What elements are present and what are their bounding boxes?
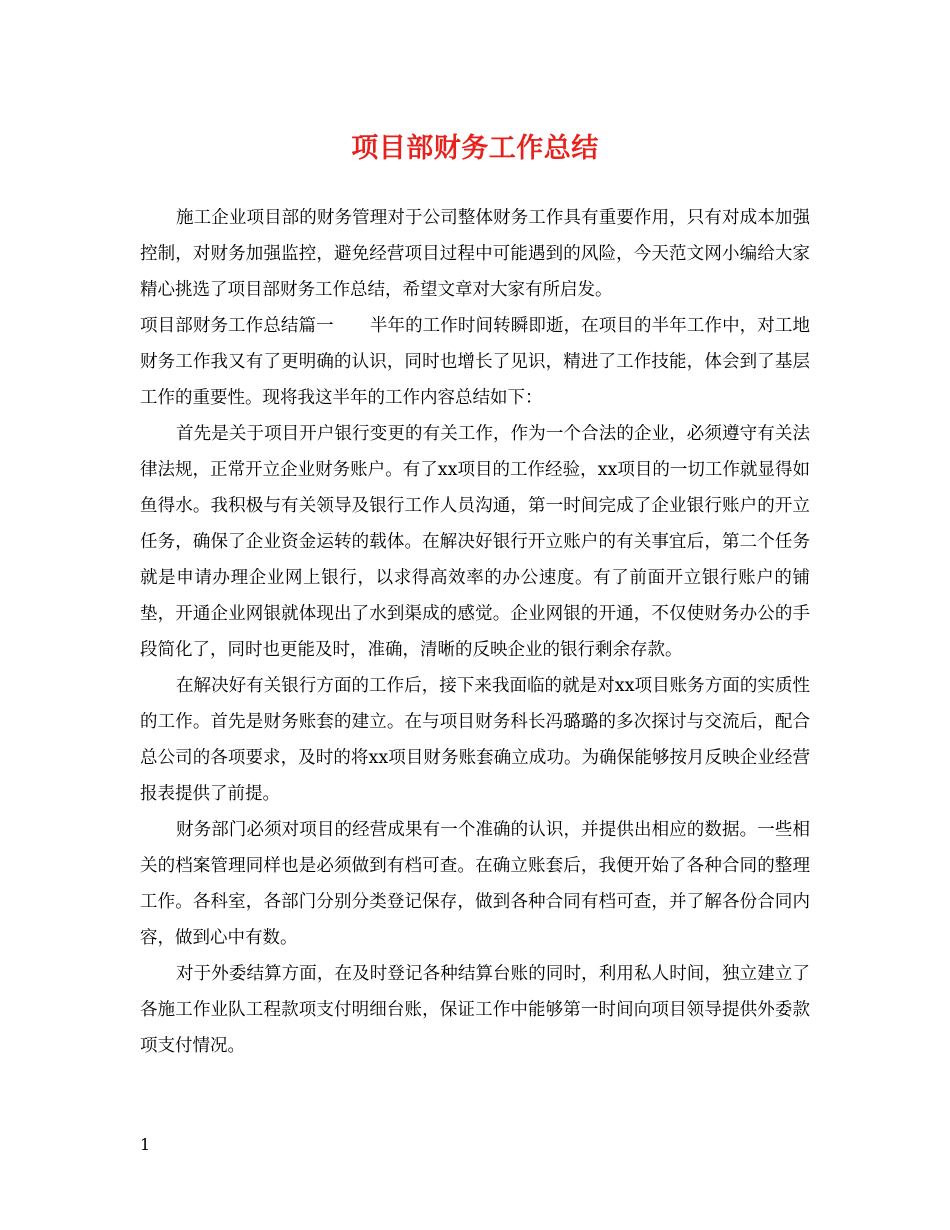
body-paragraph-1: 首先是关于项目开户银行变更的有关工作，作为一个合法的企业，必须遵守有关法律法规，正常开立企业财务账户。有了xx项目的工作经验，xx项目的一切工作就显得如鱼得水。我积极与有关领导及银行工作人员沟通，第一时间完成了企业银行账户的开立任务，确保了企业资金运转的载体。在解决好银行开立账户的有关事宜后，第二个任务就是申请办理企业网上银行，以求得高效率的办公速度。有了前面开立银行账户的铺垫，开通企业网银就体现出了水到渠成的感觉。企业网银的开通，不仅使财务办公的手段简化了，同时也更能及时，准确，清晰的反映企业的银行剩余存款。	[140, 424, 810, 660]
page-number: 1	[140, 1135, 151, 1154]
body-paragraph-4: 对于外委结算方面，在及时登记各种结算台账的同时，利用私人时间，独立建立了各施工作业队工程款项支付明细台账，保证工作中能够第一时间向项目领导提供外委款项支付情况。	[140, 964, 810, 1056]
document-body	[140, 200, 810, 1064]
intro-paragraph: 施工企业项目部的财务管理对于公司整体财务工作具有重要作用，只有对成本加强控制，对财务加强监控，避免经营项目过程中可能遇到的风险，今天范文网小编给大家精心挑选了项目部财务工作总结，希望文章对大家有所启发。	[140, 208, 810, 300]
section-paragraph	[140, 308, 810, 416]
section-text: 半年的工作时间转瞬即逝，在项目的半年工作中，对工地财务工作我又有了更明确的认识，同时也增长了见识，精进了工作技能，体会到了基层工作的重要性。现将我这半年的工作内容总结如下：	[140, 316, 811, 408]
body-paragraph-3: 财务部门必须对项目的经营成果有一个准确的认识，并提供出相应的数据。一些相关的档案管理同样也是必须做到有档可查。在确立账套后，我便开始了各种合同的整理工作。各科室，各部门分别分类登记保存，做到各种合同有档可查，并了解各份合同内容，做到心中有数。	[140, 820, 810, 948]
body-paragraph-2: 在解决好有关银行方面的工作后，接下来我面临的就是对xx项目账务方面的实质性的工作。首先是财务账套的建立。在与项目财务科长冯璐璐的多次探讨与交流后，配合总公司的各项要求，及时的将xx项目财务账套确立成功。为确保能够按月反映企业经营报表提供了前提。	[140, 676, 810, 804]
document-title: 项目部财务工作总结	[351, 133, 599, 164]
section-heading: 项目部财务工作总结篇一	[140, 316, 334, 336]
